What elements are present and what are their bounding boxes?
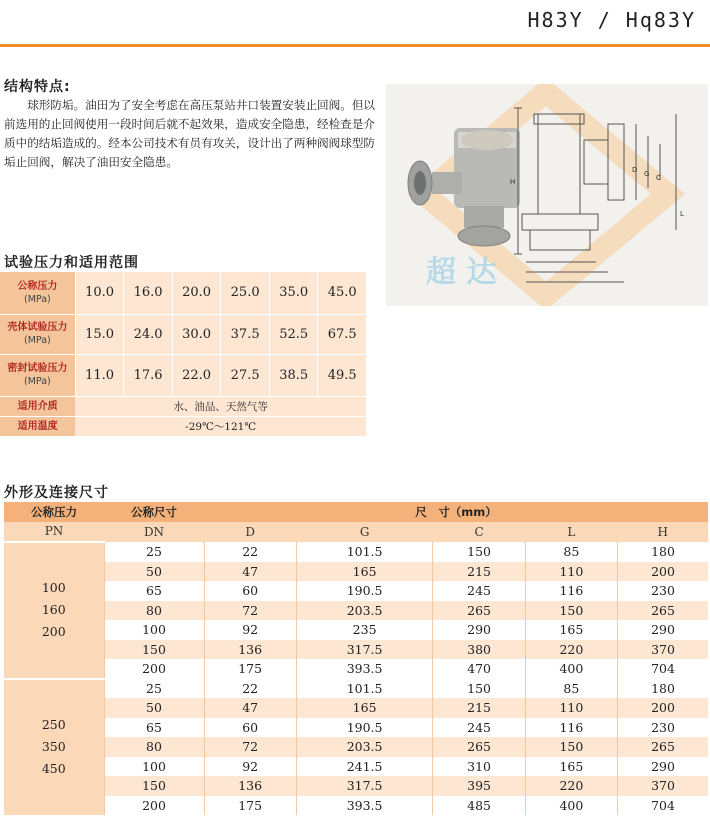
col-h: H — [618, 522, 708, 543]
size-cell: 150 — [525, 737, 617, 757]
cell: 15.0 — [75, 314, 124, 354]
size-cell: 704 — [618, 796, 708, 816]
size-cell: 380 — [433, 640, 525, 660]
size-cell: 400 — [525, 796, 617, 816]
pn-value: 250 — [41, 717, 66, 733]
size-cell: 22 — [204, 542, 296, 562]
dn-cell: 150 — [104, 640, 204, 660]
col-l: L — [525, 522, 617, 543]
col-size-header: 尺 寸（mm） — [204, 502, 708, 522]
dn-cell: 25 — [104, 679, 204, 699]
pressure-row — [0, 314, 366, 354]
size-cell: 150 — [433, 679, 525, 699]
size-cell: 165 — [525, 620, 617, 640]
size-cell: 215 — [433, 698, 525, 718]
size-cell: 136 — [204, 776, 296, 796]
size-cell: 150 — [525, 601, 617, 621]
size-cell: 47 — [204, 698, 296, 718]
col-dn-header: 公称尺寸 — [104, 502, 204, 522]
row-label: 密封试验压力 (MPa) — [0, 354, 75, 396]
table-row — [4, 659, 708, 679]
size-cell: 215 — [433, 562, 525, 582]
features-text: 球形防垢。油田为了安全考虑在高压泵站井口装置安装止回阀。但以前选用的止回阀使用一段时间后就不起效果，造成安全隐患，经检查是介质中的结垢造成的。经本公司技术有员有攻关，设计出了两种阀阀球型防垢止回阀，解决了油田安全隐患。 — [4, 98, 376, 169]
size-cell: 200 — [618, 698, 708, 718]
svg-text:H: H — [510, 178, 516, 186]
size-cell: 265 — [618, 737, 708, 757]
cell: 67.5 — [318, 314, 366, 354]
size-cell: 175 — [204, 659, 296, 679]
table-row — [4, 796, 708, 816]
cell: 20.0 — [172, 272, 221, 314]
pn-value: 200 — [41, 624, 66, 640]
dn-cell: 80 — [104, 737, 204, 757]
size-cell: 317.5 — [296, 776, 433, 796]
table-row — [4, 757, 708, 777]
page-title: H83Y / Hq83Y — [527, 8, 696, 32]
dn-cell: 50 — [104, 562, 204, 582]
cell: 16.0 — [124, 272, 173, 314]
cell: 10.0 — [75, 272, 124, 314]
col-d: D — [204, 522, 296, 543]
size-cell: 72 — [204, 601, 296, 621]
size-cell: 310 — [433, 757, 525, 777]
dn-cell: 200 — [104, 659, 204, 679]
col-pn-sub: PN — [4, 522, 104, 543]
temperature-label: 适用温度 — [0, 416, 75, 436]
size-cell: 245 — [433, 581, 525, 601]
dn-cell: 65 — [104, 581, 204, 601]
dn-cell: 25 — [104, 542, 204, 562]
row-label: 壳体试验压力 (MPa) — [0, 314, 75, 354]
size-cell: 101.5 — [296, 542, 433, 562]
size-cell: 150 — [433, 542, 525, 562]
svg-text:C: C — [656, 174, 661, 182]
pn-group-cell — [4, 679, 104, 816]
size-cell: 190.5 — [296, 718, 433, 738]
size-cell: 165 — [296, 698, 433, 718]
svg-text:L: L — [680, 210, 684, 218]
size-cell: 290 — [618, 757, 708, 777]
table-row — [4, 581, 708, 601]
table-row — [4, 718, 708, 738]
size-cell: 116 — [525, 718, 617, 738]
col-dn-sub: DN — [104, 522, 204, 543]
size-cell: 110 — [525, 562, 617, 582]
cell: 25.0 — [221, 272, 270, 314]
size-cell: 203.5 — [296, 737, 433, 757]
table-row — [4, 679, 708, 699]
svg-text:G: G — [644, 170, 650, 178]
size-cell: 265 — [618, 601, 708, 621]
watermark: 超 达 — [426, 255, 497, 290]
size-cell: 370 — [618, 776, 708, 796]
dn-cell: 200 — [104, 796, 204, 816]
cell: 37.5 — [221, 314, 270, 354]
pressure-heading: 试验压力和适用范围 — [4, 255, 139, 271]
table-row — [4, 562, 708, 582]
temperature-row — [0, 416, 366, 436]
size-cell: 175 — [204, 796, 296, 816]
pn-value: 450 — [41, 761, 66, 777]
size-cell: 136 — [204, 640, 296, 660]
svg-text:D: D — [632, 166, 638, 174]
size-cell: 116 — [525, 581, 617, 601]
size-cell: 180 — [618, 542, 708, 562]
table-row — [4, 776, 708, 796]
size-cell: 92 — [204, 757, 296, 777]
cell: 45.0 — [318, 272, 366, 314]
pressure-row — [0, 354, 366, 396]
dn-cell: 50 — [104, 698, 204, 718]
features-heading: 结构特点: — [4, 79, 71, 95]
cell: 22.0 — [172, 354, 221, 396]
product-figure — [386, 84, 708, 306]
dn-cell: 150 — [104, 776, 204, 796]
col-g: G — [296, 522, 433, 543]
pn-group-cell — [4, 542, 104, 679]
cell: 24.0 — [124, 314, 173, 354]
header-rule — [0, 44, 710, 47]
size-cell: 290 — [433, 620, 525, 640]
size-cell: 400 — [525, 659, 617, 679]
size-cell: 72 — [204, 737, 296, 757]
col-c: C — [433, 522, 525, 543]
size-cell: 235 — [296, 620, 433, 640]
cell: 27.5 — [221, 354, 270, 396]
size-cell: 85 — [525, 679, 617, 699]
cell: 30.0 — [172, 314, 221, 354]
dn-cell: 65 — [104, 718, 204, 738]
cell: 11.0 — [75, 354, 124, 396]
size-cell: 101.5 — [296, 679, 433, 699]
size-cell: 230 — [618, 718, 708, 738]
size-cell: 180 — [618, 679, 708, 699]
size-cell: 290 — [618, 620, 708, 640]
size-cell: 165 — [525, 757, 617, 777]
size-cell: 60 — [204, 718, 296, 738]
medium-row — [0, 396, 366, 416]
size-cell: 85 — [525, 542, 617, 562]
cell: 52.5 — [269, 314, 318, 354]
size-cell: 92 — [204, 620, 296, 640]
dimensions-body — [4, 542, 708, 815]
col-pn-header: 公称压力 — [4, 502, 104, 522]
size-cell: 165 — [296, 562, 433, 582]
row-label: 公称压力 (MPa) — [0, 272, 75, 314]
pn-value: 100 — [41, 580, 66, 596]
pressure-table — [0, 272, 366, 437]
size-cell: 220 — [525, 640, 617, 660]
table-row — [4, 620, 708, 640]
size-cell: 245 — [433, 718, 525, 738]
size-cell: 395 — [433, 776, 525, 796]
dn-cell: 80 — [104, 601, 204, 621]
table-row — [4, 601, 708, 621]
size-cell: 47 — [204, 562, 296, 582]
dimensions-table — [4, 502, 708, 815]
cell: 35.0 — [269, 272, 318, 314]
size-cell: 230 — [618, 581, 708, 601]
size-cell: 393.5 — [296, 659, 433, 679]
size-cell: 110 — [525, 698, 617, 718]
size-cell: 203.5 — [296, 601, 433, 621]
size-cell: 317.5 — [296, 640, 433, 660]
valve-drawing — [386, 84, 708, 306]
size-cell: 265 — [433, 737, 525, 757]
pressure-row — [0, 272, 366, 314]
size-cell: 241.5 — [296, 757, 433, 777]
cell: 49.5 — [318, 354, 366, 396]
cell: 38.5 — [269, 354, 318, 396]
table-row — [4, 640, 708, 660]
size-cell: 704 — [618, 659, 708, 679]
dims-heading: 外形及连接尺寸 — [4, 485, 109, 501]
size-cell: 60 — [204, 581, 296, 601]
size-cell: 485 — [433, 796, 525, 816]
table-row — [4, 698, 708, 718]
table-row — [4, 542, 708, 562]
size-cell: 370 — [618, 640, 708, 660]
size-cell: 220 — [525, 776, 617, 796]
temperature-value: -29℃～121℃ — [75, 416, 366, 436]
size-cell: 265 — [433, 601, 525, 621]
table-row — [4, 737, 708, 757]
size-cell: 470 — [433, 659, 525, 679]
size-cell: 200 — [618, 562, 708, 582]
pn-value: 350 — [41, 739, 66, 755]
pn-value: 160 — [41, 602, 66, 618]
dn-cell: 100 — [104, 757, 204, 777]
dn-cell: 100 — [104, 620, 204, 640]
medium-label: 适用介质 — [0, 396, 75, 416]
size-cell: 190.5 — [296, 581, 433, 601]
size-cell: 393.5 — [296, 796, 433, 816]
cell: 17.6 — [124, 354, 173, 396]
medium-value: 水、油品、天然气等 — [75, 396, 366, 416]
size-cell: 22 — [204, 679, 296, 699]
